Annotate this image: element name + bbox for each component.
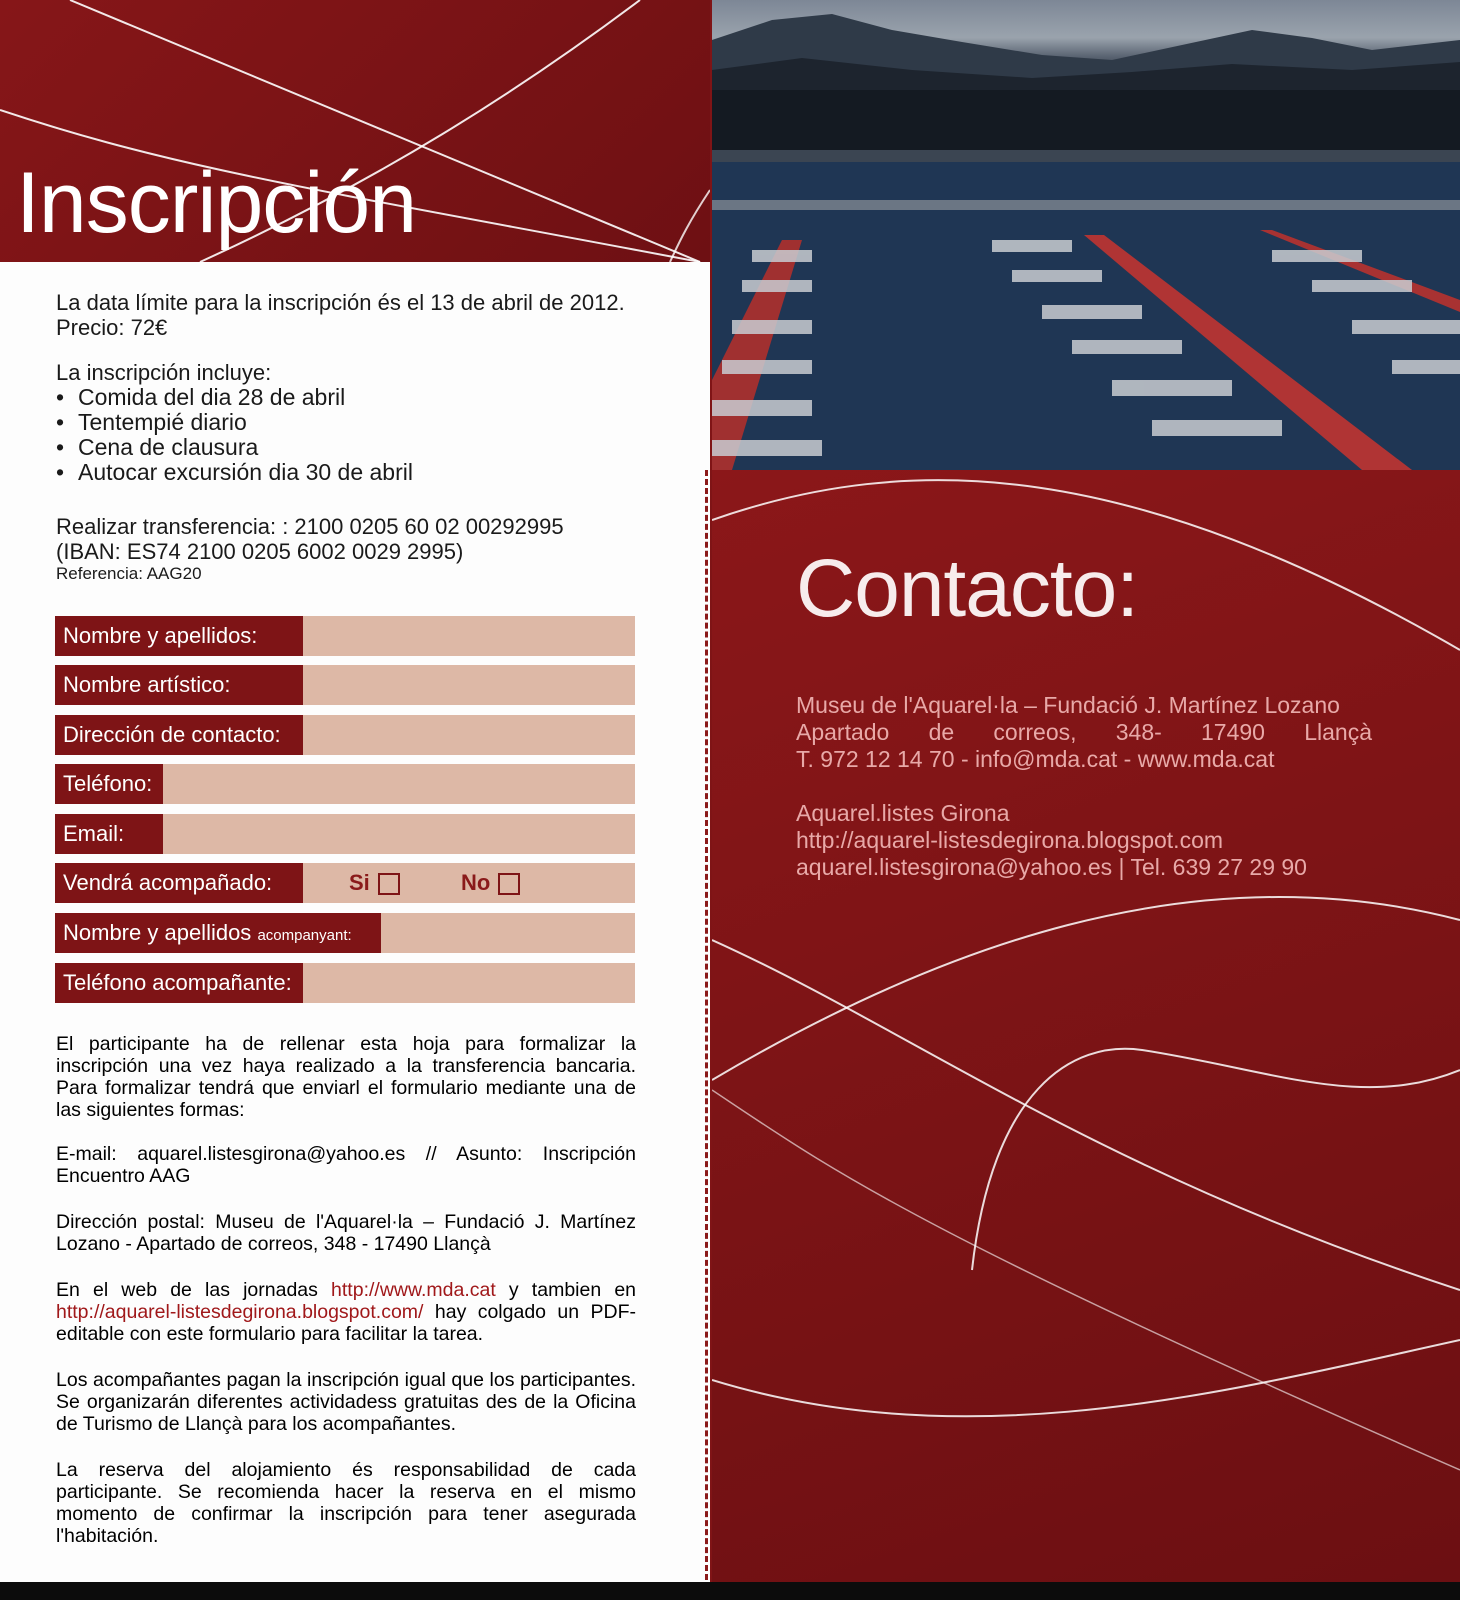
- artistic-input[interactable]: [303, 665, 635, 705]
- instructions-web: [56, 1279, 636, 1345]
- includes-heading: La inscripción incluye:: [56, 360, 272, 385]
- contact-phone-web[interactable]: T. 972 12 14 70 - info@mda.cat - www.mda.cat: [796, 746, 1275, 772]
- contact-decorative-curves: [712, 470, 1460, 1582]
- deadline-text: [56, 290, 636, 340]
- form-row-companion-name: [55, 913, 635, 953]
- phone-label: Teléfono:: [55, 764, 163, 804]
- contact-museum: Museu de l'Aquarel·la – Fundació J. Martínez Lozano: [796, 692, 1340, 718]
- blog-link[interactable]: http://aquarel-listesdegirona.blogspot.com/: [56, 1301, 424, 1323]
- form-row-phone: [55, 764, 635, 804]
- fold-line: [705, 470, 708, 1580]
- contact-address: Apartado de correos, 348- 17490 Llançà: [796, 719, 1372, 745]
- address-label: Dirección de contacto:: [55, 715, 303, 755]
- yes-checkbox[interactable]: [378, 873, 400, 895]
- companion-name-label-suffix: acompanyant:: [257, 927, 352, 944]
- includes-list: [56, 385, 636, 485]
- harbor-illustration: [712, 0, 1460, 470]
- web-text-b: y tambien en: [508, 1279, 637, 1301]
- price: Precio: 72€: [56, 315, 168, 340]
- companion-phone-label: Teléfono acompañante:: [55, 963, 303, 1003]
- list-item: • Autocar excursión dia 30 de abril: [56, 460, 636, 485]
- companion-name-input[interactable]: [381, 913, 635, 953]
- instructions-companions: Los acompañantes pagan la inscripción igual que los participantes. Se organizarán diferentes actividadess gratuitas des de la Oficina de Turismo de Llançà para los acompañantes.: [56, 1369, 636, 1435]
- instructions-postal: Dirección postal: Museu de l'Aquarel·la – Fundació J. Martínez Lozano - Apartado de correos, 348 - 17490 Llançà: [56, 1211, 636, 1255]
- harbor-photo: [712, 0, 1460, 470]
- instructions-p1: El participante ha de rellenar esta hoja para formalizar la inscripción una vez haya realizado a la transferencia bancaria. Para formalizar tendrá que enviarl el formulario mediante una de las siguientes formas:: [56, 1033, 636, 1121]
- form-row-address: [55, 715, 635, 755]
- transfer-text: [56, 514, 636, 564]
- form-row-email: [55, 814, 635, 854]
- no-option[interactable]: [461, 863, 520, 903]
- yes-option[interactable]: [349, 863, 400, 903]
- phone-input[interactable]: [163, 764, 635, 804]
- iban: (IBAN: ES74 2100 0205 6002 0029 2995): [56, 539, 464, 564]
- contact-panel: [712, 470, 1460, 1582]
- name-input[interactable]: [303, 616, 635, 656]
- companion-name-label-text: Nombre y apellidos: [63, 920, 252, 945]
- contact-email-tel[interactable]: aquarel.listesgirona@yahoo.es | Tel. 639 27 29 90: [796, 854, 1307, 880]
- mda-link[interactable]: http://www.mda.cat: [331, 1279, 496, 1301]
- name-label: Nombre y apellidos:: [55, 616, 303, 656]
- deadline: La data límite para la inscripción és el 13 de abril de 2012.: [56, 290, 625, 315]
- inscripcion-header: [0, 0, 710, 262]
- companion-phone-input[interactable]: [303, 963, 635, 1003]
- contact-group-name: Aquarel.listes Girona: [796, 800, 1010, 826]
- reference: Referencia: AAG20: [56, 564, 202, 583]
- list-item: • Comida del dia 28 de abril: [56, 385, 636, 410]
- form-row-artistic: [55, 665, 635, 705]
- contact-blog-url[interactable]: http://aquarel-listesdegirona.blogspot.com: [796, 827, 1224, 853]
- web-text-a: En el web de las jornadas: [56, 1279, 318, 1301]
- email-label: Email:: [55, 814, 163, 854]
- form-row-companion-question: [55, 863, 635, 903]
- no-checkbox[interactable]: [498, 873, 520, 895]
- form-row-name: [55, 616, 635, 656]
- companion-name-label: [55, 913, 381, 953]
- no-label: No: [461, 870, 491, 895]
- form-row-companion-phone: [55, 963, 635, 1003]
- address-input[interactable]: [303, 715, 635, 755]
- scan-edge: [0, 1582, 1460, 1600]
- artistic-label: Nombre artístico:: [55, 665, 303, 705]
- email-input[interactable]: [163, 814, 635, 854]
- yes-label: Si: [349, 870, 370, 895]
- web-text-c: hay colgado un PDF-editable con este formulario para facilitar la tarea.: [56, 1301, 637, 1345]
- contact-title: Contacto:: [796, 543, 1138, 634]
- list-item: • Tentempié diario: [56, 410, 636, 435]
- companion-question-label: Vendrá acompañado:: [55, 863, 303, 903]
- list-item: • Cena de clausura: [56, 435, 636, 460]
- page-title: Inscripción: [16, 155, 417, 251]
- instructions-email: E-mail: aquarel.listesgirona@yahoo.es // Asunto: Inscripción Encuentro AAG: [56, 1143, 636, 1187]
- transfer: Realizar transferencia: : 2100 0205 60 02 00292995: [56, 514, 564, 539]
- instructions-accommodation: La reserva del alojamiento és responsabilidad de cada participante. Se recomienda hacer la reserva en el mismo momento de confirmar la inscripción para tener asegurada l'habitación.: [56, 1459, 636, 1547]
